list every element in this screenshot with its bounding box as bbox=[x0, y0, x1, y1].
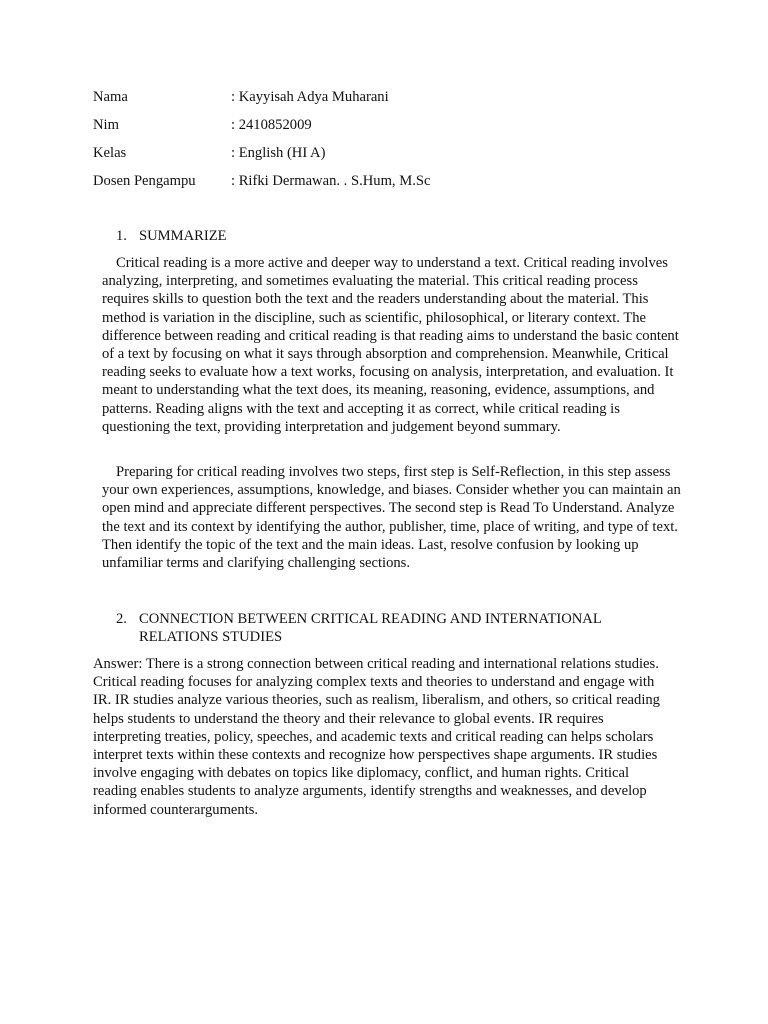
section-title: CONNECTION BETWEEN CRITICAL READING AND INTERNATIONAL RELATIONS STUDIES bbox=[139, 611, 602, 645]
section-title: SUMMARIZE bbox=[139, 228, 227, 244]
info-value: : English (HI A) bbox=[231, 145, 326, 161]
section-heading-connection bbox=[116, 610, 659, 646]
summary-paragraph: Preparing for critical reading involves two steps, first step is Self-Reflection, in this step assess your own experiences, assumptions, knowledge, and biases. Consider whether you can maintain an open mind and appreciate different perspectives. The second step is Read To Understand. Analyze the text and its context by identifying the author, publisher, time, place of writing, and type of text. Then identify the topic of the text and the main ideas. Last, resolve confusion by looking up unfamiliar terms and clarifying challenging sections. bbox=[102, 464, 681, 572]
info-label: Dosen Pengampu bbox=[93, 173, 196, 189]
section-number: 2. bbox=[116, 611, 127, 627]
summary-paragraph: Critical reading is a more active and deeper way to understand a text. Critical reading involves analyzing, interpreting, and sometimes evaluating the material. This critical reading process requires skills to question both the text and the readers understanding about the material. This method is variation in the discipline, such as scientific, philosophical, or literary context. The difference between reading and critical reading is that reading aims to understand the basic content of a text by focusing on what it says through absorption and comprehension. Meanwhile, Critical reading seeks to evaluate how a text works, focusing on analysis, interpretation, and evaluation. It meant to understanding what the text does, its meaning, reasoning, evidence, assumptions, and patterns. Reading aligns with the text and accepting it as correct, while critical reading is questioning the text, providing interpretation and judgement beyond summary. bbox=[102, 255, 679, 435]
student-info-table bbox=[93, 87, 430, 199]
info-row-nim bbox=[93, 115, 430, 143]
info-row-dosen bbox=[93, 171, 430, 199]
info-value: : 2410852009 bbox=[231, 117, 312, 133]
section-heading-summarize bbox=[116, 227, 659, 245]
info-label: Nama bbox=[93, 89, 128, 105]
answer-paragraph: Answer: There is a strong connection between critical reading and international relations studies. Critical reading focuses for analyzing complex texts and theories to understand and engage with IR. IR studies analyze various theories, such as realism, liberalism, and others, so critical reading helps students to understand the theory and their relevance to global events. IR requires interpreting treaties, policy, speeches, and academic texts and critical reading can helps scholars interpret texts within these contexts and recognize how perspectives shape arguments. IR studies involve engaging with debates on topics like diplomacy, conflict, and human rights. Critical reading enables students to analyze arguments, identify strengths and weaknesses, and develop informed counterarguments. bbox=[93, 656, 660, 818]
info-row-kelas bbox=[93, 143, 430, 171]
info-label: Kelas bbox=[93, 145, 127, 161]
section-number: 1. bbox=[116, 228, 127, 244]
info-label: Nim bbox=[93, 117, 119, 133]
info-value: : Kayyisah Adya Muharani bbox=[231, 89, 389, 105]
info-row-nama bbox=[93, 87, 430, 115]
info-value: : Rifki Dermawan. . S.Hum, M.Sc bbox=[231, 173, 431, 189]
